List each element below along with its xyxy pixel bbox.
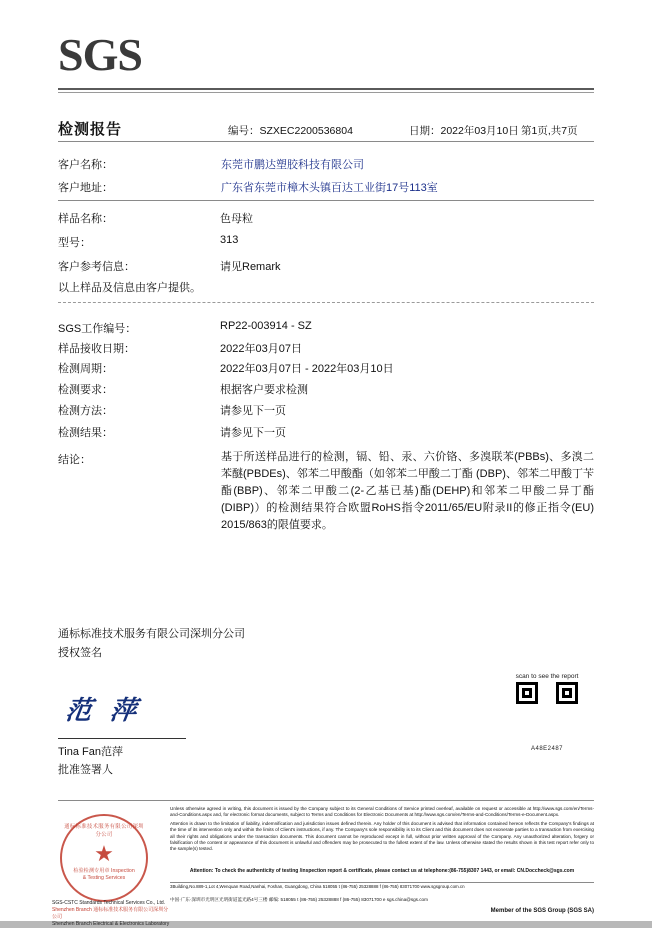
field-label: 检测方法： — [58, 405, 113, 417]
divider-header — [58, 141, 594, 142]
field-value: 2022年03月07日 - 2022年03月10日 — [220, 363, 394, 375]
field-value: 广东省东莞市樟木头镇百达工业街17号113室 — [221, 182, 438, 194]
signature-line — [58, 738, 186, 739]
sgs-logo: SGS — [58, 29, 142, 80]
handwritten-signature: 范 萍 — [63, 696, 145, 725]
conclusion-label: 结论： — [58, 454, 91, 466]
divider-footer — [58, 800, 594, 801]
field-label: 样品接收日期： — [58, 343, 135, 355]
report-number: 编号：SZXEC2200536804 — [228, 125, 353, 137]
field-label: 检测周期： — [58, 363, 113, 375]
address-cn: 中国·广东·深圳市光明区光明街道蓝光路4号三楼 邮编: 518055 t (86-755) 25328888 f (86-755) 83071700 e sgs.china@sgs.com — [170, 897, 428, 902]
field-value: 2022年03月07日 — [220, 343, 302, 355]
field-label: 客户参考信息： — [58, 261, 135, 273]
qr-code-icon[interactable] — [516, 682, 578, 744]
field-value: RP22-003914 - SZ — [220, 320, 312, 332]
logo-divider-secondary — [58, 92, 594, 93]
signer-name: Tina Fan范萍 — [58, 746, 124, 758]
field-value: 请见Remark — [220, 261, 281, 273]
stamp-label-en: SGS-CSTC Standards Technical Services Co., Ltd. — [52, 900, 166, 906]
divider-customer — [58, 200, 594, 201]
legal-terms-main: Unless otherwise agreed in writing, this document is issued by the Company subject to its General Conditions of Service printed overleaf, available on request or accessible at http://www.sgs.com/en/Terms-and-Conditions.aspx and, for electronic format documents, subject to Terms and Conditions for Electronic Documents at http://www.sgs.com/en/Terms-and-Conditions/Terms-e-Document.aspx. — [170, 806, 594, 818]
field-value: 色母粒 — [220, 213, 253, 225]
qr-caption: scan to see the report — [515, 673, 579, 680]
address-en: 3Building,No.889-1,Lot 4,Wenquan Road,Nanhai, Foshan, Guangdong, China 518055 t (86-755) 25328888 f (86-755) 83071700 www.sgsgroup.com.cn — [170, 884, 465, 889]
stamp-arc-text: 通标标准技术服务有限公司深圳分公司 — [64, 824, 144, 838]
field-label: 客户地址： — [58, 182, 113, 194]
conclusion-text: 基于所送样品进行的检测，镉、铅、汞、六价铬、多溴联苯(PBBs)、多溴二苯醚(PBDEs)、邻苯二甲酸酯（如邻苯二甲酸二丁酯 (DBP)、邻苯二甲酸丁苄酯(BBP)、邻苯二甲酸二(2-乙基已基)酯(DEHP)和邻苯二甲酸二异丁酯(DIBP)）的检测结果符合欧盟RoHS指令2011/65/EU附录II的修正指令(EU) 2015/863的限值要求。 — [221, 451, 594, 531]
field-label: 检测结果： — [58, 427, 113, 439]
member-note: Member of the SGS Group (SGS SA) — [490, 908, 594, 914]
signing-company: 通标标准技术服务有限公司深圳分公司 — [58, 628, 245, 640]
field-value: 根据客户要求检测 — [220, 384, 308, 396]
field-label: 检测要求： — [58, 384, 113, 396]
report-date: 日期：2022年03月10日 — [409, 125, 519, 137]
stamp-label-cn2: Shenzhen Branch Electrical & Electronics Laboratory — [52, 921, 170, 927]
field-label: 型号： — [58, 237, 91, 249]
sample-note: 以上样品及信息由客户提供。 — [58, 282, 201, 294]
qr-code-id: A48E2487 — [530, 746, 564, 752]
divider-dashed — [58, 302, 594, 303]
page-title: 检测报告 — [58, 121, 123, 138]
authenticity-warning: Attention: To check the authenticity of testing /inspection report & certificate, please contact us at telephone:(86-755)8307 1443, or email: CN.Doccheck@sgs.com — [189, 868, 575, 874]
stamp-inner-text: 检验检测专用章 Inspection & Testing Services — [73, 868, 135, 881]
authorized-signature-label: 授权签名 — [58, 647, 102, 659]
field-value: 313 — [220, 234, 239, 246]
field-label: SGS工作编号： — [58, 323, 137, 335]
field-label: 客户名称： — [58, 159, 113, 171]
legal-terms — [170, 806, 594, 853]
page-indicator: 第1页,共7页 — [521, 125, 578, 137]
field-value: 请参见下一页 — [220, 405, 286, 417]
field-label: 样品名称： — [58, 213, 113, 225]
official-stamp — [52, 812, 170, 927]
logo-divider — [58, 88, 594, 90]
field-value: 东莞市鹏达塑胶科技有限公司 — [221, 159, 364, 171]
stamp-label-cn: Shenzhen Branch 通标标准技术服务有限公司深圳分公司 — [52, 907, 169, 920]
field-value: 请参见下一页 — [220, 427, 286, 439]
star-icon: ★ — [94, 841, 114, 866]
stamp-label — [52, 900, 172, 928]
signer-role: 批准签署人 — [58, 764, 113, 776]
legal-attention: Attention is drawn to the limitation of liability, indemnification and jurisdiction issues defined therein. Any holder of this document is advised that information contained hereon reflects the Company's findings at the time of its intervention only and within the limits of Client's instructions, if any. The Company's sole responsibility is to its Client and this document does not exonerate parties to a transaction from exercising all their rights and obligations under the transaction documents. This document cannot be reproduced except in full, without prior written approval of the Company. Any unauthorized alteration, forgery or falsification of the content or appearance of this document is unlawful and offenders may be prosecuted to the fullest extent of the law. Unless otherwise stated the results shown in this test report refer only to the sample(s) tested. — [170, 820, 594, 852]
divider-address — [170, 882, 594, 883]
qr-block — [504, 673, 590, 752]
